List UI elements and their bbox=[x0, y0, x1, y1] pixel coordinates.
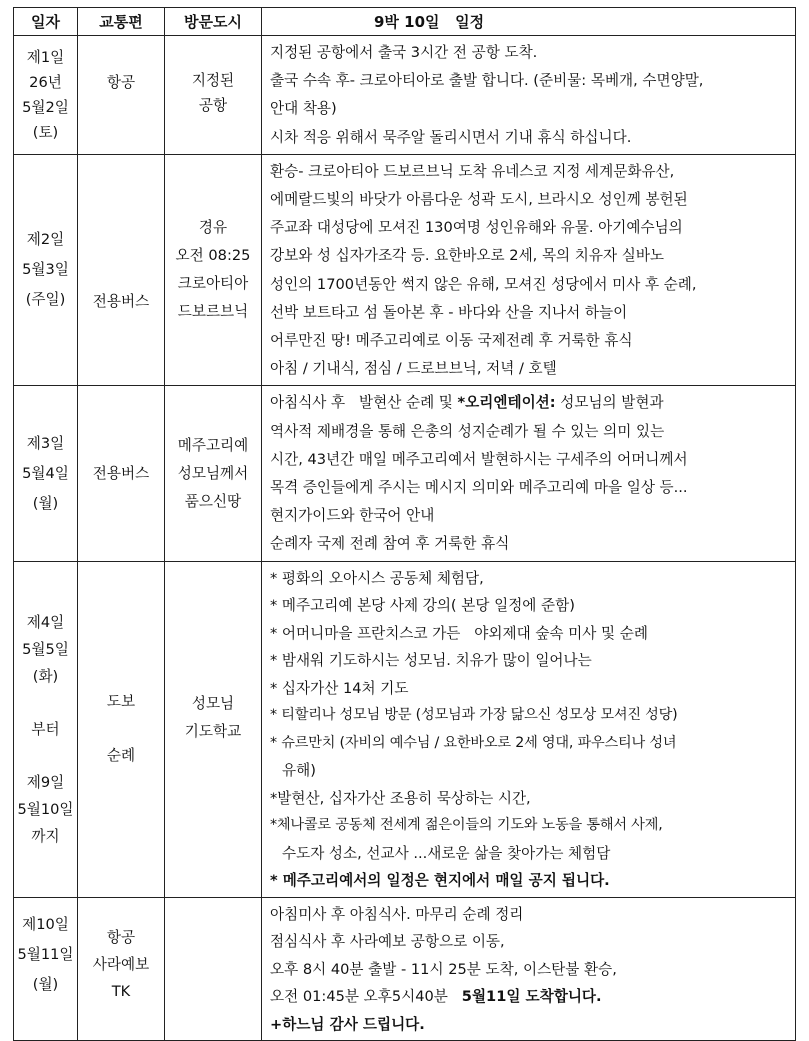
header-date: 일자 bbox=[14, 8, 78, 36]
day4-9-date-line: 5월5일 bbox=[22, 640, 69, 658]
day4-9-date-line: 5월10일 bbox=[17, 800, 74, 818]
day3-schedule bbox=[262, 386, 796, 561]
day2-schedule-line: 아침 / 기내식, 점심 / 드로브브닉, 저녁 / 호텔 bbox=[270, 360, 557, 378]
day1-schedule bbox=[262, 36, 796, 155]
day2-schedule bbox=[262, 154, 796, 386]
header-schedule: 9박 10일 일정 bbox=[262, 8, 796, 36]
day4-9-schedule-line: * 메주고리예 본당 사제 강의( 본당 일정에 준함) bbox=[270, 597, 575, 615]
day4-9-schedule-line: 수도자 성소, 선교사 ...새로운 삶을 찾아가는 체험담 bbox=[282, 844, 611, 862]
table-row-day2 bbox=[14, 154, 796, 386]
day3-date bbox=[14, 386, 78, 561]
day2-date bbox=[14, 154, 78, 386]
day10-schedule bbox=[262, 897, 796, 1041]
day3-schedule-line: 시간, 43년간 매일 메주고리예서 발현하시는 구세주의 어머니께서 bbox=[270, 450, 688, 468]
day3-schedule-line-end: 성모님의 발현과 bbox=[555, 394, 664, 412]
day1-city-line: 지정된 bbox=[191, 72, 235, 89]
table-row-day4-9 bbox=[14, 561, 796, 897]
header-city: 방문도시 bbox=[165, 8, 262, 36]
day2-city bbox=[165, 154, 262, 386]
day4-9-date bbox=[14, 561, 78, 897]
header-row bbox=[14, 8, 796, 36]
day1-schedule-line: 지정된 공항에서 출국 3시간 전 공항 도착. bbox=[270, 44, 538, 61]
day4-9-city-line: 성모님 bbox=[191, 694, 235, 712]
day1-transport-line: 항공 bbox=[106, 74, 136, 91]
table-row-day3 bbox=[14, 386, 796, 561]
day3-date-line: 5월4일 bbox=[22, 464, 69, 482]
day10-date-line: (월) bbox=[32, 975, 59, 993]
day1-transport bbox=[78, 36, 165, 155]
day3-city-line: 성모님께서 bbox=[177, 464, 249, 482]
day3-date-line: 제3일 bbox=[26, 434, 65, 452]
day10-date-line: 제10일 bbox=[22, 915, 69, 933]
day2-schedule-line: 어루만진 땅! 메주고리예로 이동 국제전례 후 거룩한 휴식 bbox=[270, 332, 633, 350]
day4-9-schedule-line: * 평화의 오아시스 공동체 체험담, bbox=[270, 569, 484, 587]
day4-9-date-line: 까지 bbox=[31, 827, 60, 845]
day2-schedule-line: 주교좌 대성당에 모셔진 130여명 성인유해와 유물. 아기예수님의 bbox=[270, 219, 683, 237]
day2-schedule-line: 에메랄드빛의 바닷가 아름다운 성곽 도시, 브라시오 성인께 봉헌된 bbox=[270, 191, 688, 209]
day2-city-line: 오전 08:25 bbox=[175, 247, 251, 265]
day3-city bbox=[165, 386, 262, 561]
day1-date-line: (토) bbox=[32, 123, 59, 141]
day10-schedule-line: 오후 8시 40분 출발 - 11시 25분 도착, 이스탄불 환승, bbox=[270, 960, 617, 978]
itinerary-table bbox=[13, 7, 796, 1041]
day4-9-schedule-line: 유해) bbox=[282, 762, 316, 780]
day4-9-transport-line: 순례 bbox=[106, 747, 136, 765]
arrival-date-text: 5월11일 도착합니다. bbox=[461, 988, 602, 1006]
header-transport: 교통편 bbox=[78, 8, 165, 36]
day4-9-schedule-line: * 티할리나 성모님 방문 (성모님과 가장 닮으신 성모상 모셔진 성당) bbox=[270, 707, 678, 724]
day4-9-schedule-line: * 슈르만치 (자비의 예수님 / 요한바오로 2세 영대, 파우스티나 성녀 bbox=[270, 734, 677, 751]
day10-transport-line: 항공 bbox=[106, 928, 136, 946]
day4-9-city-line: 기도학교 bbox=[184, 722, 242, 740]
day4-9-schedule-line: *발현산, 십자가산 조용히 묵상하는 시간, bbox=[270, 789, 531, 807]
day3-transport bbox=[78, 386, 165, 561]
day4-9-date-line: (화) bbox=[32, 667, 59, 685]
day4-9-schedule-line: * 어머니마을 프란치스코 가든 야외제대 숲속 미사 및 순례 bbox=[270, 624, 648, 642]
day3-schedule-line: 목격 증인들에게 주시는 메시지 의미와 메주고리예 마을 일상 등... bbox=[270, 479, 688, 497]
day2-date-line: 제2일 bbox=[26, 231, 65, 249]
day4-9-transport bbox=[78, 561, 165, 897]
day2-city-line: 드보르브닉 bbox=[177, 303, 249, 321]
day1-date-line: 제1일 bbox=[26, 48, 65, 66]
day10-transport-line: TK bbox=[111, 982, 131, 1000]
day3-schedule-line: 역사적 제배경을 통해 은총의 성지순례가 될 수 있는 의미 있는 bbox=[270, 422, 665, 440]
day10-city bbox=[165, 897, 262, 1041]
day1-schedule-line: 안대 착용) bbox=[270, 100, 337, 118]
day4-9-transport-line: 도보 bbox=[106, 693, 136, 711]
day2-date-line: (주일) bbox=[25, 291, 66, 309]
day1-date-line: 26년 bbox=[29, 73, 62, 91]
day1-city-line: 공항 bbox=[198, 97, 228, 114]
day10-transport-line: 사라예보 bbox=[92, 955, 150, 973]
day4-9-schedule-line: *체나콜로 공동체 전세계 젊은이들의 기도와 노동을 통해서 사제, bbox=[270, 817, 663, 834]
day4-9-date-gap bbox=[14, 743, 77, 769]
day2-date-line: 5월3일 bbox=[22, 261, 69, 279]
table-row-day10 bbox=[14, 897, 796, 1041]
day10-schedule-line: 아침미사 후 아침식사. 마무리 순례 정리 bbox=[270, 905, 524, 923]
day2-city-line: 크로아티아 bbox=[177, 275, 249, 293]
day1-city bbox=[165, 36, 262, 155]
day3-date-line: (월) bbox=[32, 494, 59, 512]
day10-transport bbox=[78, 897, 165, 1041]
day4-9-city bbox=[165, 561, 262, 897]
day4-9-date-gap bbox=[14, 690, 77, 716]
day3-schedule-line: 순례자 국제 전례 참여 후 거룩한 휴식 bbox=[270, 535, 510, 553]
day4-9-date-line: 제4일 bbox=[26, 613, 65, 631]
day2-schedule-line: 강보와 성 십자가조각 등. 요한바오로 2세, 목의 치유자 실바노 bbox=[270, 247, 665, 265]
day4-9-date-line: 부터 bbox=[31, 720, 60, 738]
day2-schedule-line: 성인의 1700년동안 썩지 않은 유해, 모셔진 성당에서 미사 후 순례, bbox=[270, 275, 697, 293]
day2-schedule-line: 선박 보트타고 섬 돌아본 후 - 바다와 산을 지나서 하늘이 bbox=[270, 303, 628, 321]
day1-schedule-line: 출국 수속 후- 크로아티아로 출발 합니다. (준비물: 목베개, 수면양말, bbox=[270, 72, 704, 90]
day4-9-schedule-line: * 십자가산 14처 기도 bbox=[270, 679, 409, 697]
day10-schedule-line bbox=[270, 983, 789, 1011]
table-row-day1 bbox=[14, 36, 796, 155]
schedule-notice: * 메주고리예서의 일정은 현지에서 매일 공지 됩니다. bbox=[270, 872, 610, 890]
thanks-text: +하느님 감사 드립니다. bbox=[270, 1015, 425, 1033]
day2-transport-line: 전용버스 bbox=[92, 292, 150, 310]
day2-city-line: 경유 bbox=[198, 219, 228, 237]
day4-9-schedule-line: * 밤새워 기도하시는 성모님. 치유가 많이 일어나는 bbox=[270, 652, 592, 670]
day2-transport bbox=[78, 154, 165, 386]
orientation-label: *오리엔테이션: bbox=[457, 394, 556, 412]
day4-9-schedule bbox=[262, 561, 796, 897]
day3-transport-line: 전용버스 bbox=[92, 465, 150, 483]
day3-schedule-line bbox=[270, 389, 789, 417]
day4-9-date-line: 제9일 bbox=[26, 773, 65, 791]
day10-date bbox=[14, 897, 78, 1041]
day1-date-line: 5월2일 bbox=[22, 98, 69, 116]
day3-city-line: 메주고리예 bbox=[177, 436, 249, 454]
day10-date-line: 5월11일 bbox=[17, 945, 74, 963]
day10-schedule-line: 점심식사 후 사라예보 공항으로 이동, bbox=[270, 933, 505, 951]
day3-schedule-line: 현지가이드와 한국어 안내 bbox=[270, 507, 435, 525]
day1-schedule-line: 시차 적응 위해서 묵주알 돌리시면서 기내 휴식 하십니다. bbox=[270, 128, 632, 146]
day2-schedule-line: 환승- 크로아티아 드보르브닉 도착 유네스코 지정 세계문화유산, bbox=[270, 162, 675, 180]
arrival-time-text: 오전 01:45분 오후5시40분 bbox=[270, 988, 462, 1006]
day3-schedule-line-start: 아침식사 후 발현산 순례 및 bbox=[270, 394, 458, 412]
day1-date bbox=[14, 36, 78, 155]
day3-city-line: 품으신땅 bbox=[184, 492, 242, 510]
